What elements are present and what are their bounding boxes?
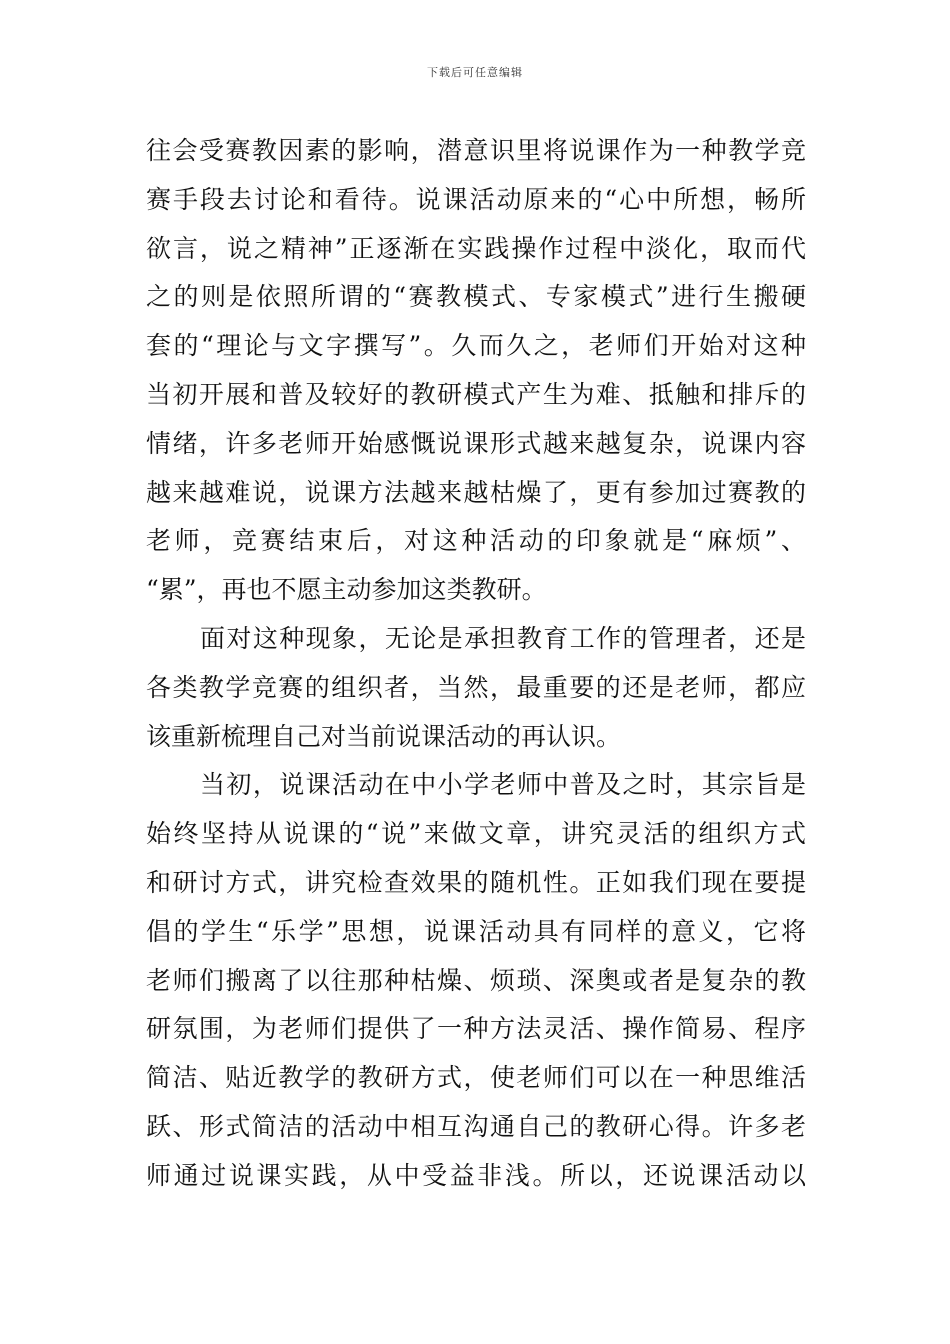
text-line: 老师，竞赛结束后，对这种活动的印象就是“麻烦”、 <box>146 526 806 556</box>
text-line: 老师们搬离了以往那种枯燥、烦琐、深奥或者是复杂的教 <box>146 965 806 995</box>
text-line: 当初开展和普及较好的教研模式产生为难、抵触和排斥的 <box>146 379 806 409</box>
text-line: 越来越难说，说课方法越来越枯燥了，更有参加过赛教的 <box>146 477 806 507</box>
page-header: 下载后可任意编辑 <box>427 66 523 79</box>
text-line: 赛手段去讨论和看待。说课活动原来的“心中所想，畅所 <box>146 184 806 214</box>
text-line: 欲言，说之精神”正逐渐在实践操作过程中淡化，取而代 <box>146 233 806 263</box>
text-line: 该重新梳理自己对当前说课活动的再认识。 <box>146 721 622 751</box>
text-line: 和研讨方式，讲究检查效果的随机性。正如我们现在要提 <box>146 867 806 897</box>
paragraph-2 <box>146 615 806 761</box>
text-line: 当初，说课活动在中小学老师中普及之时，其宗旨是 <box>200 770 806 800</box>
text-line: 倡的学生“乐学”思想，说课活动具有同样的意义，它将 <box>146 916 806 946</box>
body-text <box>146 127 806 1201</box>
text-line: 师通过说课实践，从中受益非浅。所以，还说课活动以 <box>146 1160 806 1190</box>
text-line: 跃、形式简洁的活动中相互沟通自己的教研心得。许多老 <box>146 1111 806 1141</box>
paragraph-3 <box>146 761 806 1200</box>
text-line: 之的则是依照所谓的“赛教模式、专家模式”进行生搬硬 <box>146 282 806 312</box>
text-line: 情绪，许多老师开始感慨说课形式越来越复杂，说课内容 <box>146 428 806 458</box>
text-line: 套的“理论与文字撰写”。久而久之，老师们开始对这种 <box>146 331 806 361</box>
paragraph-1 <box>146 127 806 615</box>
text-line: 面对这种现象，无论是承担教育工作的管理者，还是 <box>200 623 806 653</box>
text-line: 简洁、贴近教学的教研方式，使老师们可以在一种思维活 <box>146 1063 806 1093</box>
text-line: 往会受赛教因素的影响，潜意识里将说课作为一种教学竞 <box>146 136 806 165</box>
text-line: “累”，再也不愿主动参加这类教研。 <box>146 575 547 605</box>
text-line: 各类教学竞赛的组织者，当然，最重要的还是老师，都应 <box>146 672 806 702</box>
text-line: 始终坚持从说课的“说”来做文章，讲究灵活的组织方式 <box>146 819 806 849</box>
text-line: 研氛围，为老师们提供了一种方法灵活、操作简易、程序 <box>146 1014 806 1044</box>
